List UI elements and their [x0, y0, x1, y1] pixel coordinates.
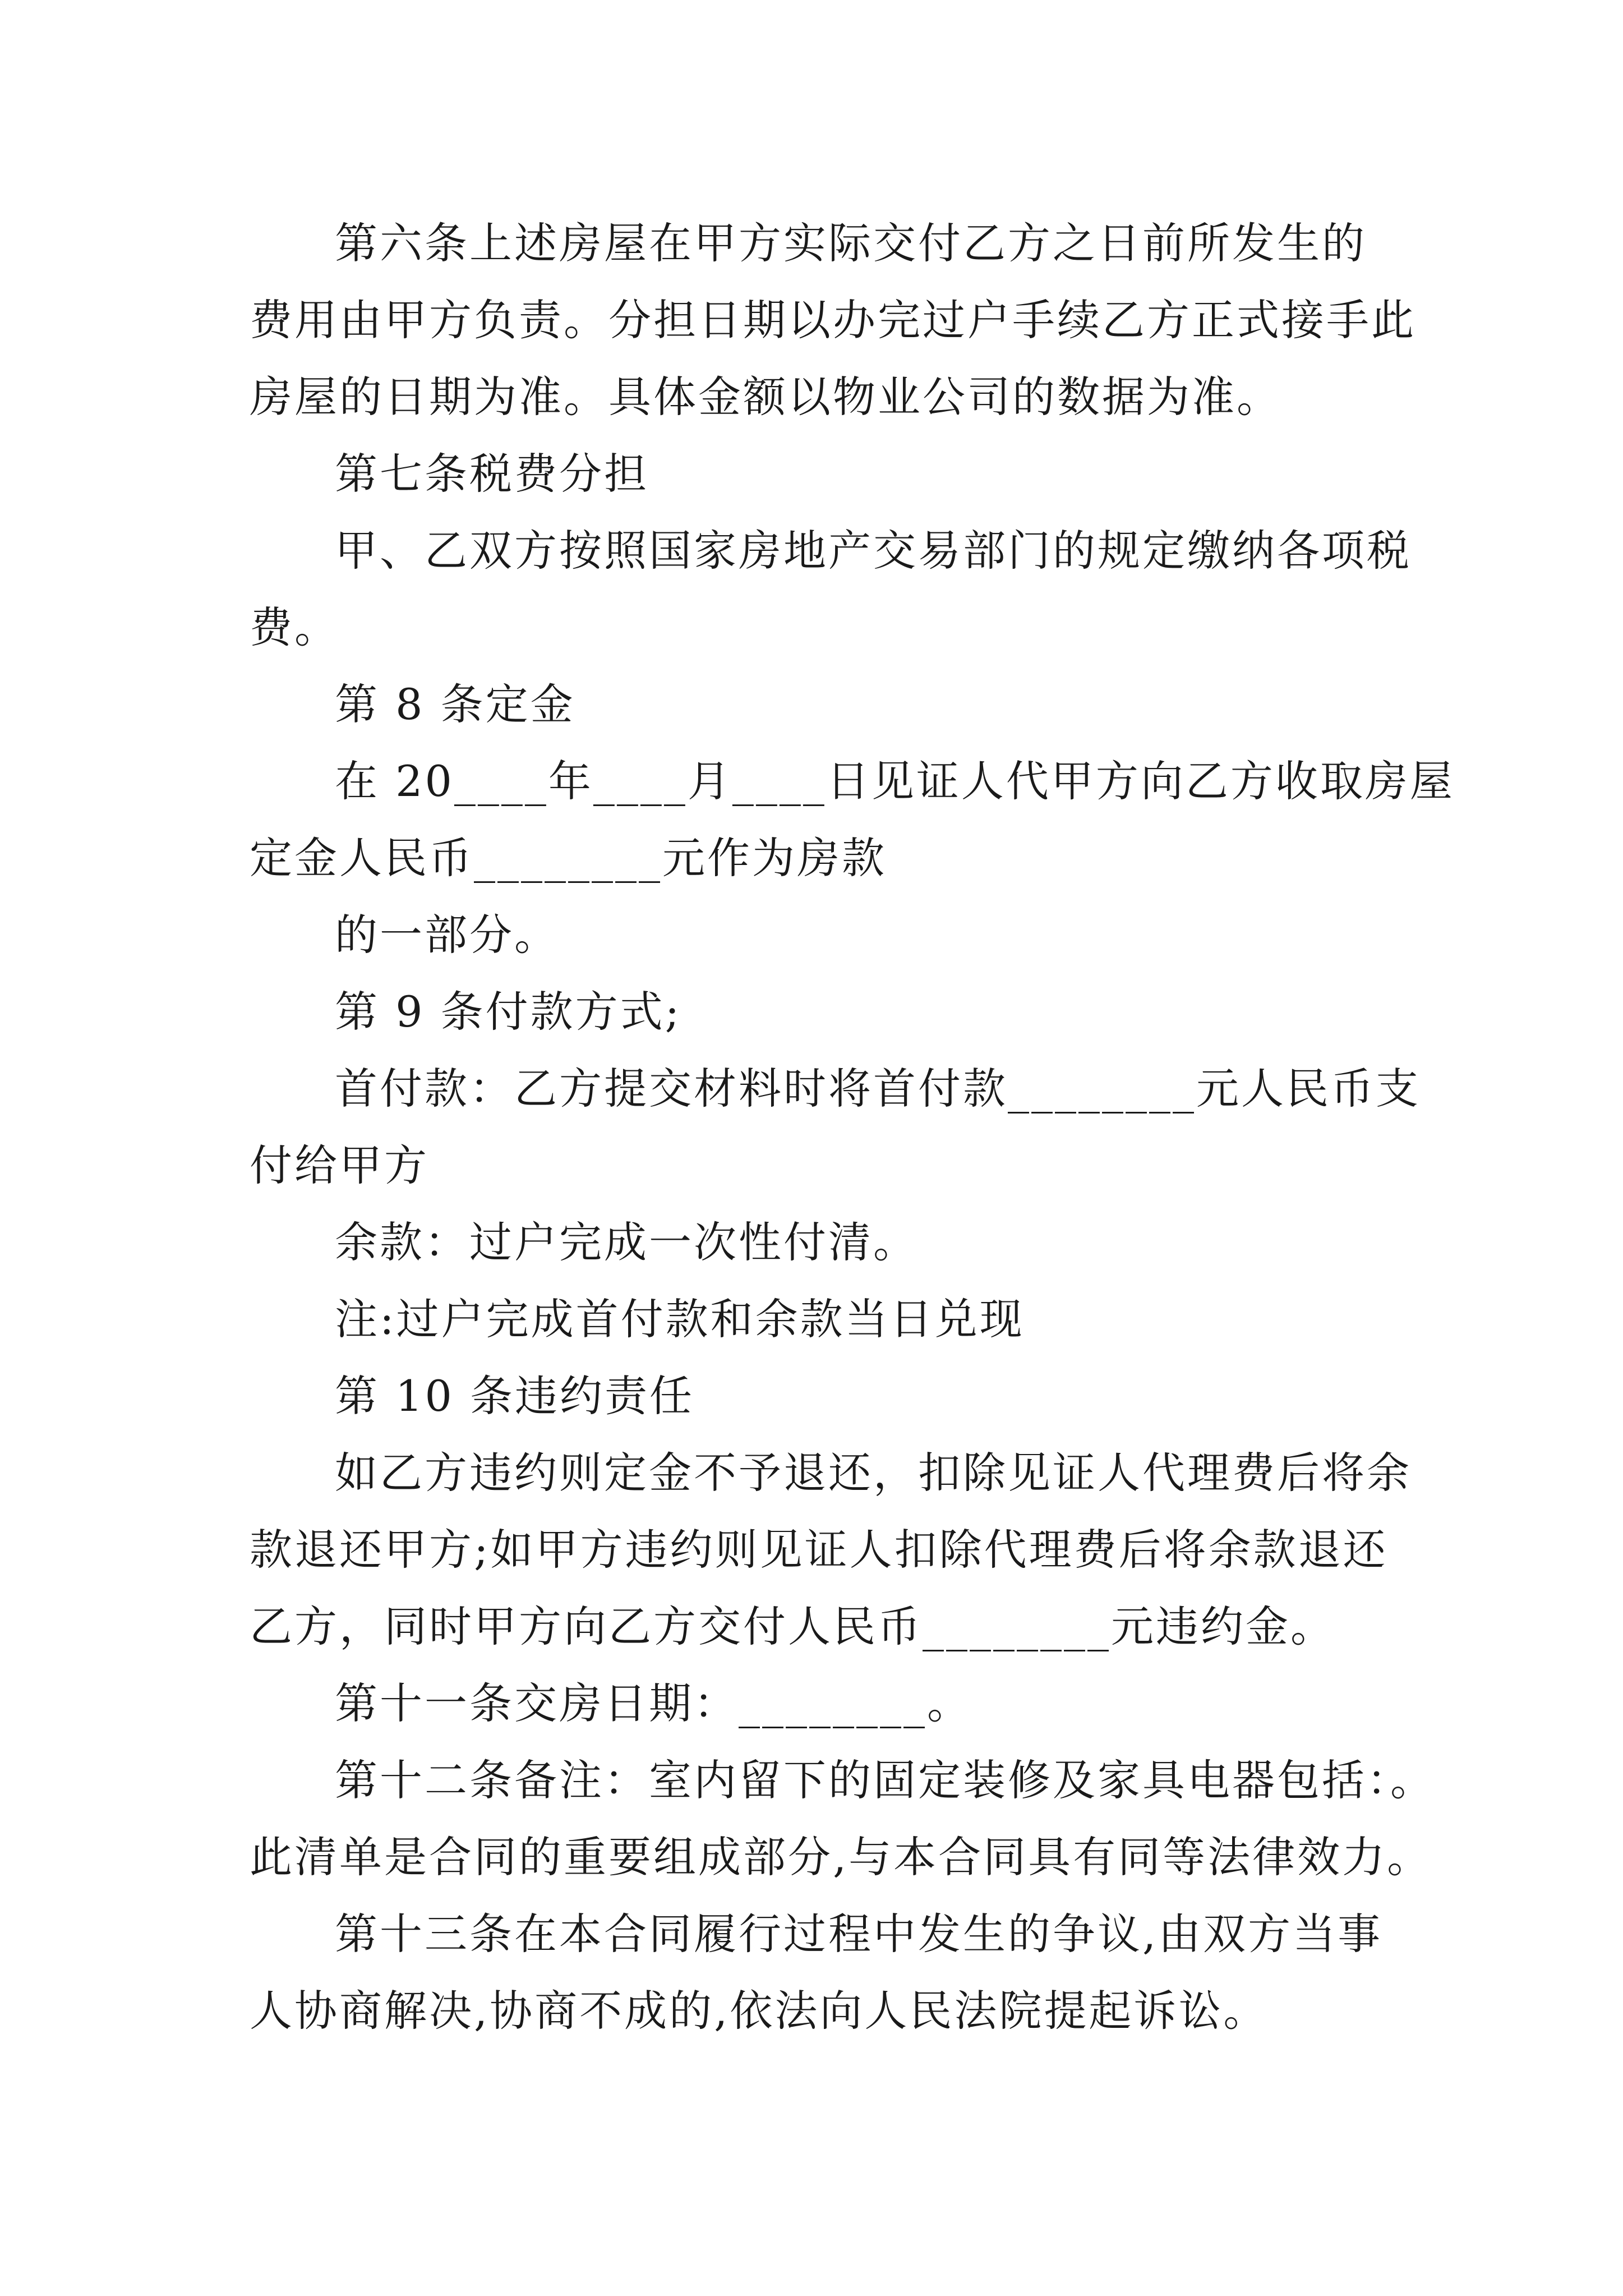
text-line: 甲、乙双方按照国家房地产交易部门的规定缴纳各项税 — [335, 526, 1412, 576]
text-line: 款退还甲方;如甲方违约则见证人扣除代理费后将余款退还 — [250, 1525, 1388, 1575]
text-line: 的一部分。 — [335, 910, 559, 960]
text-line: 付给甲方 — [250, 1140, 429, 1190]
text-line: 第十二条备注：室内留下的固定装修及家具电器包括：。 — [335, 1755, 1435, 1805]
text-line: 余款：过户完成一次性付清。 — [335, 1217, 918, 1267]
text-line: 首付款：乙方提交材料时将首付款________元人民币支 — [335, 1064, 1421, 1114]
article-heading: 第 8 条定金 — [335, 679, 575, 729]
text-line: 注:过户完成首付款和余款当日兑现 — [335, 1294, 1025, 1344]
text-line: 人协商解决,协商不成的,依法向人民法院提起诉讼。 — [250, 1986, 1269, 2036]
article-heading: 第 9 条付款方式; — [335, 987, 682, 1037]
text-line: 如乙方违约则定金不予退还，扣除见证人代理费后将余 — [335, 1448, 1412, 1498]
text-line: 第十三条在本合同履行过程中发生的争议,由双方当事 — [335, 1909, 1383, 1959]
article-heading: 第 10 条违约责任 — [335, 1371, 695, 1421]
text-line: 费。 — [250, 602, 339, 652]
text-line: 费用由甲方负责。分担日期以办完过户手续乙方正式接手此 — [250, 295, 1416, 345]
contract-text — [250, 205, 1455, 2049]
text-line: 房屋的日期为准。具体金额以物业公司的数据为准。 — [250, 372, 1281, 422]
text-line: 第十一条交房日期：________。 — [335, 1678, 972, 1728]
text-line: 定金人民币________元作为房款 — [250, 833, 887, 883]
text-line: 乙方，同时甲方向乙方交付人民币________元违约金。 — [250, 1602, 1335, 1651]
text-line: 第六条上述房屋在甲方实际交付乙方之日前所发生的 — [335, 218, 1367, 268]
article-heading: 第七条税费分担 — [335, 449, 649, 499]
text-line: 此清单是合同的重要组成部分,与本合同具有同等法律效力。 — [250, 1832, 1432, 1882]
text-line: 在 20____年____月____日见证人代甲方向乙方收取房屋 — [335, 756, 1455, 806]
